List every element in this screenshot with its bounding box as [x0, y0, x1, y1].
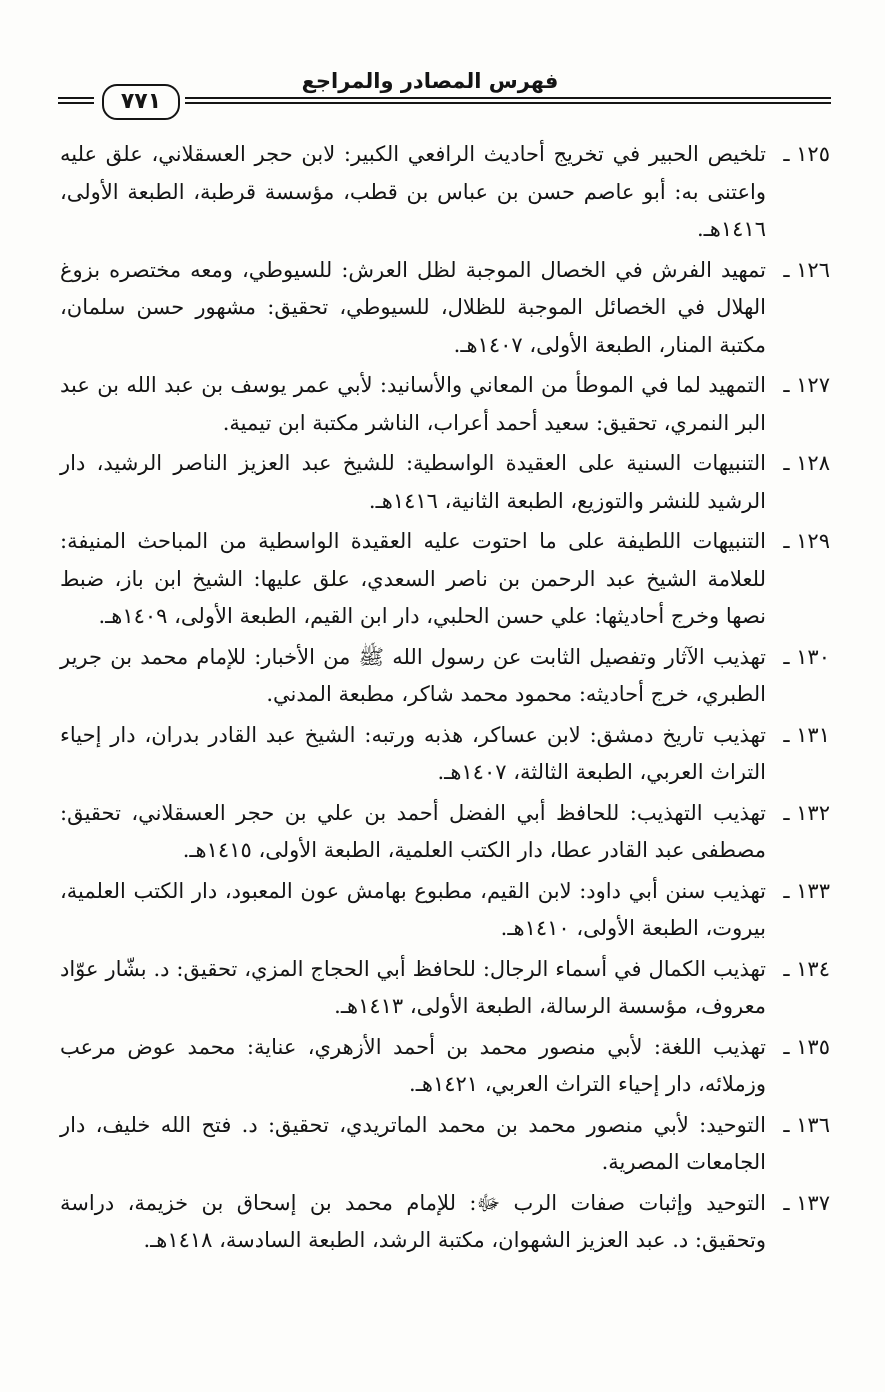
bibliography-entry [60, 717, 830, 792]
entry-number: ١٣٠ ـ [783, 644, 830, 669]
entry-number: ١٣٢ ـ [783, 800, 830, 825]
bibliography-entry [60, 1185, 830, 1260]
bibliography-entry [60, 951, 830, 1026]
header-double-rule [185, 97, 831, 104]
bibliography-entry [60, 367, 830, 442]
entry-text: تهذيب اللغة: لأبي منصور محمد بن أحمد الأزهري، عناية: محمد عوض مرعب وزملائه، دار إحياء التراث العربي، ١٤٢١هـ. [60, 1034, 766, 1096]
entry-number: ١٣٦ ـ [783, 1112, 830, 1137]
header-double-rule-short [58, 97, 94, 104]
entry-number: ١٢٩ ـ [783, 529, 830, 553]
bibliography-entry [60, 1107, 830, 1182]
bibliography-entry [60, 523, 830, 636]
entry-number: ١٢٥ ـ [783, 142, 830, 166]
entry-text: التمهيد لما في الموطأ من المعاني والأسانيد: لأبي عمر يوسف بن عبد الله بن عبد البر النمري، تحقيق: سعيد أحمد أعراب، الناشر مكتبة ابن تيمية. [60, 373, 766, 435]
entry-text: التنبيهات اللطيفة على ما احتوت عليه العقيدة الواسطية من المباحث المنيفة: للعلامة الشيخ عبد الرحمن بن ناصر السعدي، علق عليها: الشيخ ابن باز، ضبط نصها وخرج أحاديثها: علي حسن الحلبي، دار ابن القيم، الطبعة الأولى، ١٤٠٩هـ. [60, 529, 766, 628]
bibliography-entry [60, 795, 830, 870]
bibliography-entry [60, 136, 830, 249]
entry-number: ١٣١ ـ [783, 722, 830, 747]
entry-text: التوحيد وإثبات صفات الرب ﷻ: للإمام محمد بن إسحاق بن خزيمة، دراسة وتحقيق: د. عبد العزيز الشهوان، مكتبة الرشد، الطبعة السادسة، ١٤١٨هـ. [60, 1190, 766, 1252]
bibliography-entry [60, 639, 830, 714]
entry-text: تهذيب الكمال في أسماء الرجال: للحافظ أبي الحجاج المزي، تحقيق: د. بشّار عوّاد معروف، مؤسسة الرسالة، الطبعة الأولى، ١٤١٣هـ. [60, 956, 766, 1018]
page-number-badge: ٧٧١ [102, 84, 180, 120]
entry-number: ١٣٥ ـ [783, 1034, 830, 1059]
bibliography-entry [60, 445, 830, 520]
bibliography-list [60, 136, 830, 1263]
entry-text: تهذيب التهذيب: للحافظ أبي الفضل أحمد بن علي بن حجر العسقلاني، تحقيق: مصطفى عبد القادر عطا، دار الكتب العلمية، الطبعة الأولى، ١٤١٥هـ. [60, 800, 766, 862]
entry-text: تهذيب سنن أبي داود: لابن القيم، مطبوع بهامش عون المعبود، دار الكتب العلمية، بيروت، الطبعة الأولى، ١٤١٠هـ. [60, 878, 766, 940]
entry-text: تهذيب الآثار وتفصيل الثابت عن رسول الله ﷺ من الأخبار: للإمام محمد بن جرير الطبري، خرج أحاديثه: محمود محمد شاكر، مطبعة المدني. [60, 644, 766, 706]
running-header-title: فهرس المصادر والمراجع [301, 69, 559, 93]
bibliography-entry [60, 252, 830, 365]
entry-number: ١٣٤ ـ [783, 956, 830, 981]
entry-number: ١٣٣ ـ [783, 878, 830, 903]
entry-number: ١٢٧ ـ [783, 373, 830, 397]
entry-number: ١٣٧ ـ [783, 1190, 830, 1215]
entry-number: ١٢٦ ـ [783, 257, 830, 282]
entry-number: ١٢٨ ـ [783, 451, 830, 475]
bibliography-entry [60, 1029, 830, 1104]
entry-text: تهذيب تاريخ دمشق: لابن عساكر، هذبه ورتبه: الشيخ عبد القادر بدران، دار إحياء التراث العربي، الطبعة الثالثة، ١٤٠٧هـ. [60, 722, 766, 784]
entry-text: التنبيهات السنية على العقيدة الواسطية: للشيخ عبد العزيز الناصر الرشيد، دار الرشيد للنشر والتوزيع، الطبعة الثانية، ١٤١٦هـ. [60, 451, 766, 513]
entry-text: تلخيص الحبير في تخريج أحاديث الرافعي الكبير: لابن حجر العسقلاني، علق عليه واعتنى به: أبو عاصم حسن بن عباس بن قطب، مؤسسة قرطبة، الطبعة الأولى، ١٤١٦هـ. [60, 142, 766, 241]
bibliography-entry [60, 873, 830, 948]
entry-text: التوحيد: لأبي منصور محمد بن محمد الماتريدي، تحقيق: د. فتح الله خليف، دار الجامعات المصرية. [60, 1112, 766, 1174]
entry-text: تمهيد الفرش في الخصال الموجبة لظل العرش: للسيوطي، ومعه مختصره بزوغ الهلال في الخصائل الموجبة للظلال، للسيوطي، تحقيق: مشهور حسن سلمان، مكتبة المنار، الطبعة الأولى، ١٤٠٧هـ. [60, 257, 766, 357]
